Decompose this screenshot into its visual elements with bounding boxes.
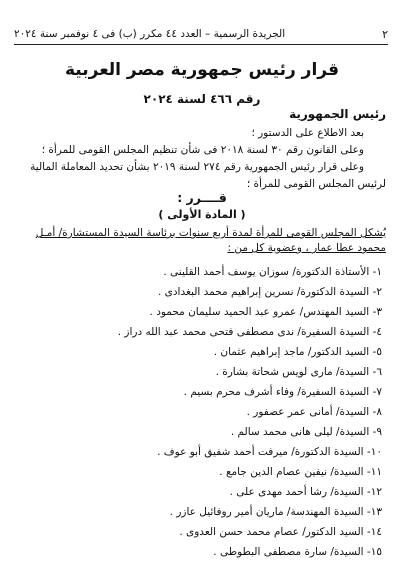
list-item: ٣- السيد المهندس/ عمرو عبد الحميد سليمان محمود .	[149, 306, 382, 318]
article-body-line	[16, 241, 386, 256]
article-body	[16, 226, 386, 256]
list-item: ١٥- السيدة/ سارة مصطفى البطوطى .	[213, 546, 382, 558]
decree-number: رقم ٤٦٦ لسنة ٢٠٢٤	[143, 92, 261, 106]
list-item: ٤- السيدة السفيرة/ ندى مصطفى فتحى محمد عبد الله دراز .	[117, 326, 382, 338]
preamble-line: بعد الاطلاع على الدستور ؛	[251, 127, 364, 139]
preamble-line: وعلى القانون رقم ٣٠ لسنة ٢٠١٨ فى شأن تنظيم المجلس القومى للمرأة ؛	[41, 144, 364, 156]
article-body-line	[16, 226, 386, 241]
article-title: ( المادة الأولى )	[158, 208, 246, 221]
preamble-line: وعلى قرار رئيس الجمهورية رقم ٢٧٤ لسنة ٢٠١٩ بشأن تحديد المعاملة المالية	[30, 161, 364, 173]
list-item: ١٢- السيدة/ رشا أحمد مهدى على .	[229, 486, 382, 498]
list-item: ٦- السيدة/ مارى لويس شحاتة بشارة .	[215, 366, 382, 378]
members-list	[16, 262, 382, 562]
list-item: ٢- السيدة الدكتورة/ نسرين إبراهيم محمد البغدادى .	[157, 286, 382, 298]
page-number: ٢	[382, 28, 388, 41]
list-item: ٩- السيدة/ ليلى هانى محمد سالم .	[230, 426, 382, 438]
article-body-text: محمود عطا عمار ، وعضوية كل من :	[227, 242, 386, 254]
article-body-text: يُشكل المجلس القومى للمرأة لمدة أربع سنوات برئاسة السيدة المستشارة/ أمـل	[35, 227, 386, 239]
decree-title: قرار رئيس جمهورية مصر العربية	[64, 60, 339, 80]
header-rule	[14, 44, 388, 45]
list-item: ١٠- السيدة الدكتورة/ ميرفت أحمد شفيق أبو عوف .	[157, 446, 382, 458]
list-item: ٥- السيد الدكتور/ ماجد إبراهيم عثمان .	[213, 346, 382, 358]
list-item: ١١- السيدة/ نيفين عصام الدين جامع .	[219, 466, 382, 478]
list-item: ١- الأستاذة الدكتورة/ سوزان يوسف أحمد القلينى .	[163, 266, 382, 278]
list-item: ٧- السيدة السفيرة/ وفاء أشرف محرم بسيم .	[183, 386, 382, 398]
preamble-line: لرئيس المجلس القومى للمرأة ؛	[246, 178, 386, 190]
list-item: ١٣- السيدة المهندسة/ ماريان أمير روفائيل عازر .	[169, 506, 382, 518]
decides-heading: قــــرر :	[177, 190, 227, 205]
gazette-issue-line: الجريدة الرسمية – العدد ٤٤ مكرر (ب) فى ٤ نوفمبر سنة ٢٠٢٤	[14, 28, 286, 40]
president-heading: رئيس الجمهورية	[289, 107, 386, 121]
list-item: ٨- السيدة/ أمانى عمر عصفور .	[246, 406, 382, 418]
list-item: ١٤- السيد الدكتور/ عصام محمد حسن العدوى .	[179, 526, 382, 538]
